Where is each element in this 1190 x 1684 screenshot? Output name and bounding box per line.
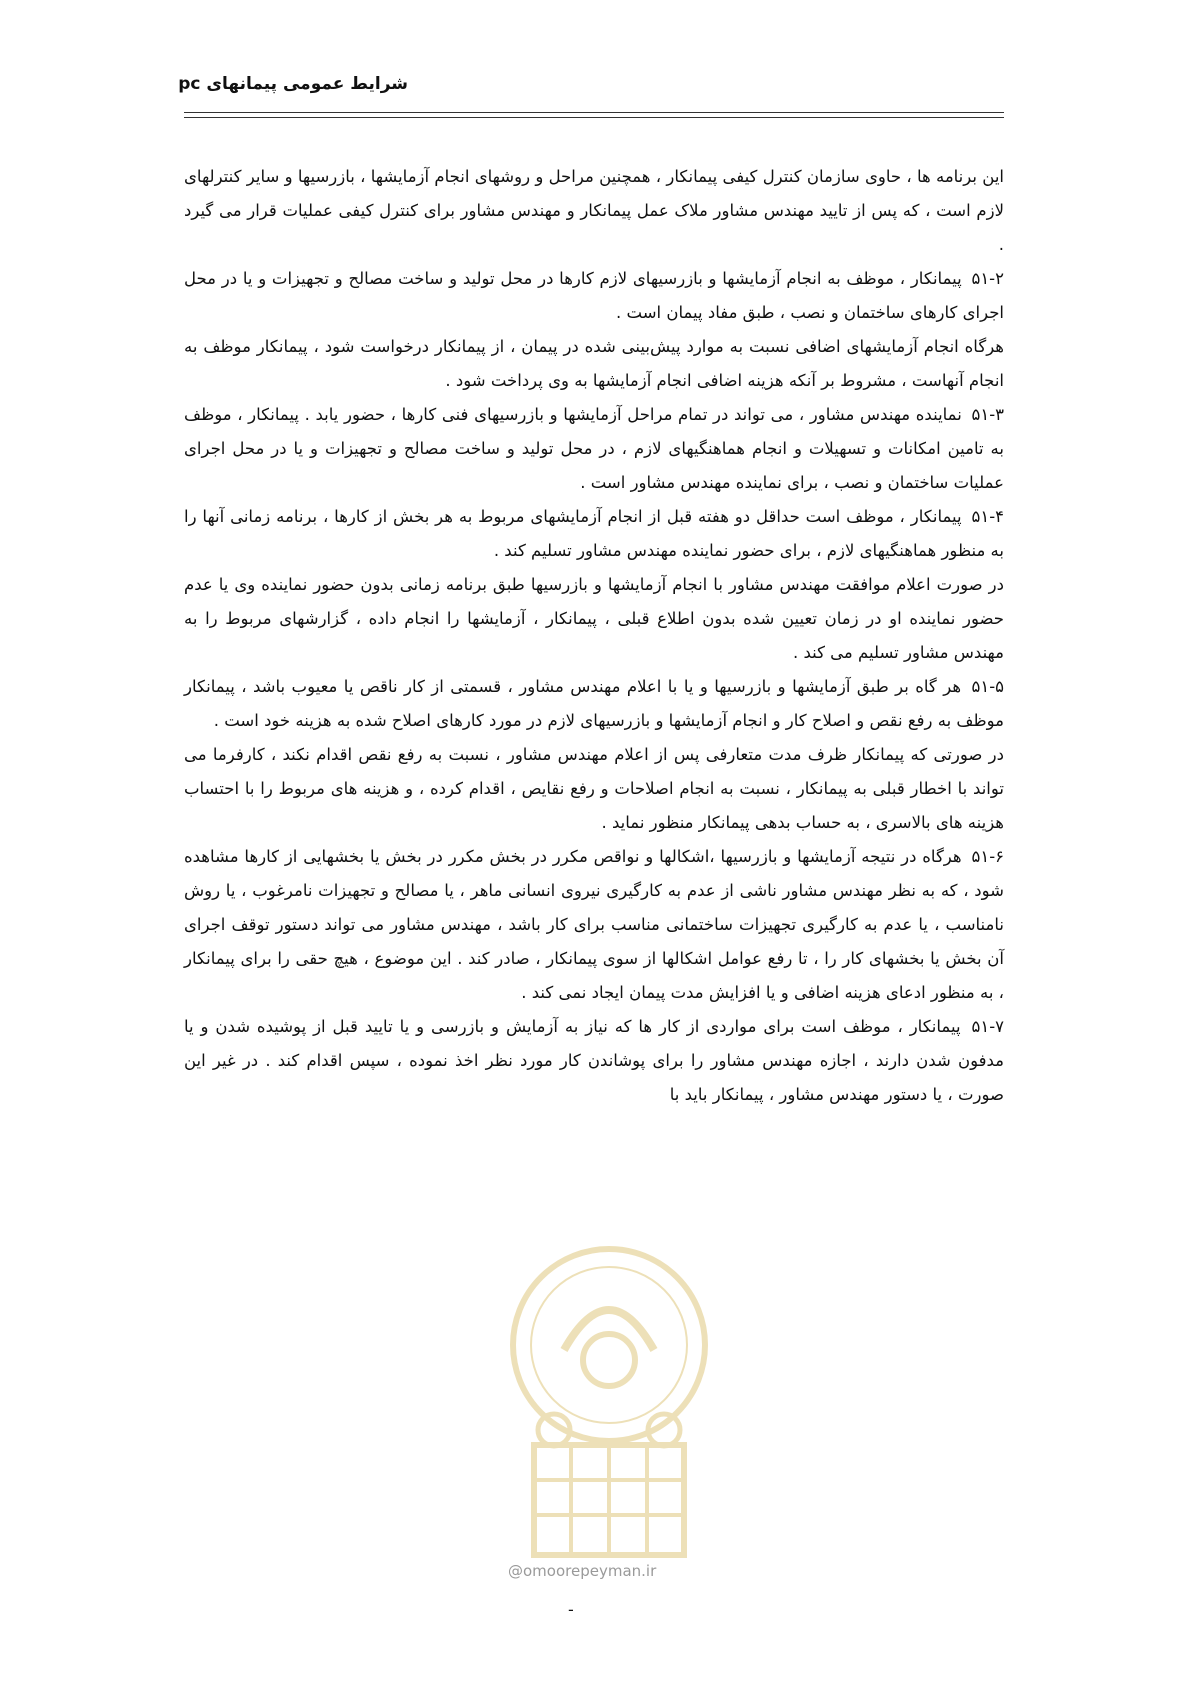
clause-number: ۵۱-۳	[971, 405, 1005, 424]
clause-number: ۵۱-۷	[971, 1017, 1005, 1036]
clause-number: ۵۱-۴	[971, 507, 1005, 526]
clause-text: پیمانکار ، موظف است حداقل دو هفته قبل از انجام آزمایشهای مربوط به هر بخش از کارها ، برنامه زمانی آنها را به منظور هماهنگیهای لازم ، برای حضور نماینده مهندس مشاور تسلیم کند .	[184, 507, 1004, 560]
watermark-handle: @omoorepeyman.ir	[508, 1562, 657, 1580]
clause-number: ۵۱-۲	[971, 269, 1004, 288]
clause-number: ۵۱-۵	[971, 677, 1005, 696]
clause-51-6	[184, 840, 1004, 1010]
clause-text: هر گاه بر طبق آزمایشها و بازرسیها و یا با اعلام مهندس مشاور ، قسمتی از کار ناقص یا معیوب باشد ، پیمانکار موظف به رفع نقص و اصلاح کار و انجام آزمایشها و بازرسیهای لازم در مورد کارهای اصلاح شده به هزینه خود است .	[184, 677, 1004, 730]
clause-text: نماینده مهندس مشاور ، می تواند در تمام مراحل آزمایشها و بازرسیهای فنی کارها ، حضور یابد . پیمانکار ، موظف به تامین امکانات و تسهیلات و انجام هماهنگیهای لازم ، در محل تولید و ساخت مصالح و تجهیزات و یا در محل اجرای عملیات ساختمان و نصب ، برای نماینده مهندس مشاور است .	[184, 405, 1004, 492]
intro-paragraph: این برنامه ها ، حاوی سازمان کنترل کیفی پیمانکار ، همچنین مراحل و روشهای انجام آزمایشها ، بازرسیها و سایر کنترلهای لازم است ، که پس از تایید مهندس مشاور ملاک عمل پیمانکار و مهندس مشاور برای کنترل کیفی عملیات قرار می گیرد .	[184, 167, 1004, 254]
clause-follow-paragraph: در صورتی که پیمانکار ظرف مدت متعارفی پس از اعلام مهندس مشاور ، نسبت به رفع نقص اقدام نکند ، کارفرما می تواند با اخطار قبلی به پیمانکار ، نسبت به انجام اصلاحات و رفع نقایص ، اقدام کرده ، و هزینه های مربوط را با احتساب هزینه های بالاسری ، به حساب بدهی پیمانکار منظور نماید .	[184, 745, 1004, 832]
clause-51-3	[184, 398, 1004, 500]
clause-text: هرگاه در نتیجه آزمایشها و بازرسیها ،اشکالها و نواقص مکرر در بخش مکرر در بخش یا بخشهایی از کارها مشاهده شود ، که به نظر مهندس مشاور ناشی از عدم به کارگیری نیروی انسانی ماهر ، یا مصالح و تجهیزات نامرغوب ، یا روش نامناسب ، یا عدم به کارگیری تجهیزات ساختمانی مناسب برای کار باشد ، مهندس مشاور می تواند دستور توقف اجرای آن بخش یا بخشهای کار را ، تا رفع عوامل اشکالها از سوی پیمانکار ، صادر کند . این موضوع ، هیچ حقی را برای پیمانکار ، به منظور ادعای هزینه اضافی و یا افزایش مدت پیمان ایجاد نمی کند .	[184, 847, 1004, 1002]
clause-51-2	[184, 262, 1004, 398]
clause-51-7	[184, 1010, 1004, 1112]
header-double-rule	[184, 112, 1004, 118]
clause-text: پیمانکار ، موظف است برای مواردی از کار ها که نیاز به آزمایش و بازرسی و یا تایید قبل از پوشیده شدن و یا مدفون شدن دارند ، اجازه مهندس مشاور را برای پوشاندن کار مورد نظر اخذ نموده ، سپس اقدام کند . در غیر این صورت ، یا دستور مهندس مشاور ، پیمانکار باید با	[184, 1017, 1004, 1104]
clause-follow-paragraph: هرگاه انجام آزمایشهای اضافی نسبت به موارد پیش‌بینی شده در پیمان ، از پیمانکار درخواست شود ، پیمانکار موظف به انجام آنهاست ، مشروط بر آنکه هزینه اضافی انجام آزمایشها به وی پرداخت شود .	[184, 337, 1004, 390]
page-number: -	[568, 1600, 574, 1619]
clause-51-4	[184, 500, 1004, 670]
document-body	[184, 160, 1004, 1112]
clause-51-5	[184, 670, 1004, 840]
clause-number: ۵۱-۶	[971, 847, 1005, 866]
clause-text: پیمانکار ، موظف به انجام آزمایشها و بازرسیهای لازم کارها در محل تولید و ساخت مصالح و تجهیزات و یا در محل اجرای کارهای ساختمان و نصب ، طبق مفاد پیمان است .	[184, 269, 1004, 322]
page-header-title: شرایط عمومی پیمانهای pc	[178, 74, 408, 94]
watermark-seal-icon	[494, 1230, 724, 1590]
clause-follow-paragraph: در صورت اعلام موافقت مهندس مشاور با انجام آزمایشها و بازرسیها طبق برنامه زمانی بدون حضور نماینده وی یا عدم حضور نماینده او در زمان تعیین شده بدون اطلاع قبلی ، پیمانکار ، آزمایشها را انجام داده ، گزارشهای مربوط را به مهندس مشاور تسلیم می کند .	[184, 575, 1004, 662]
